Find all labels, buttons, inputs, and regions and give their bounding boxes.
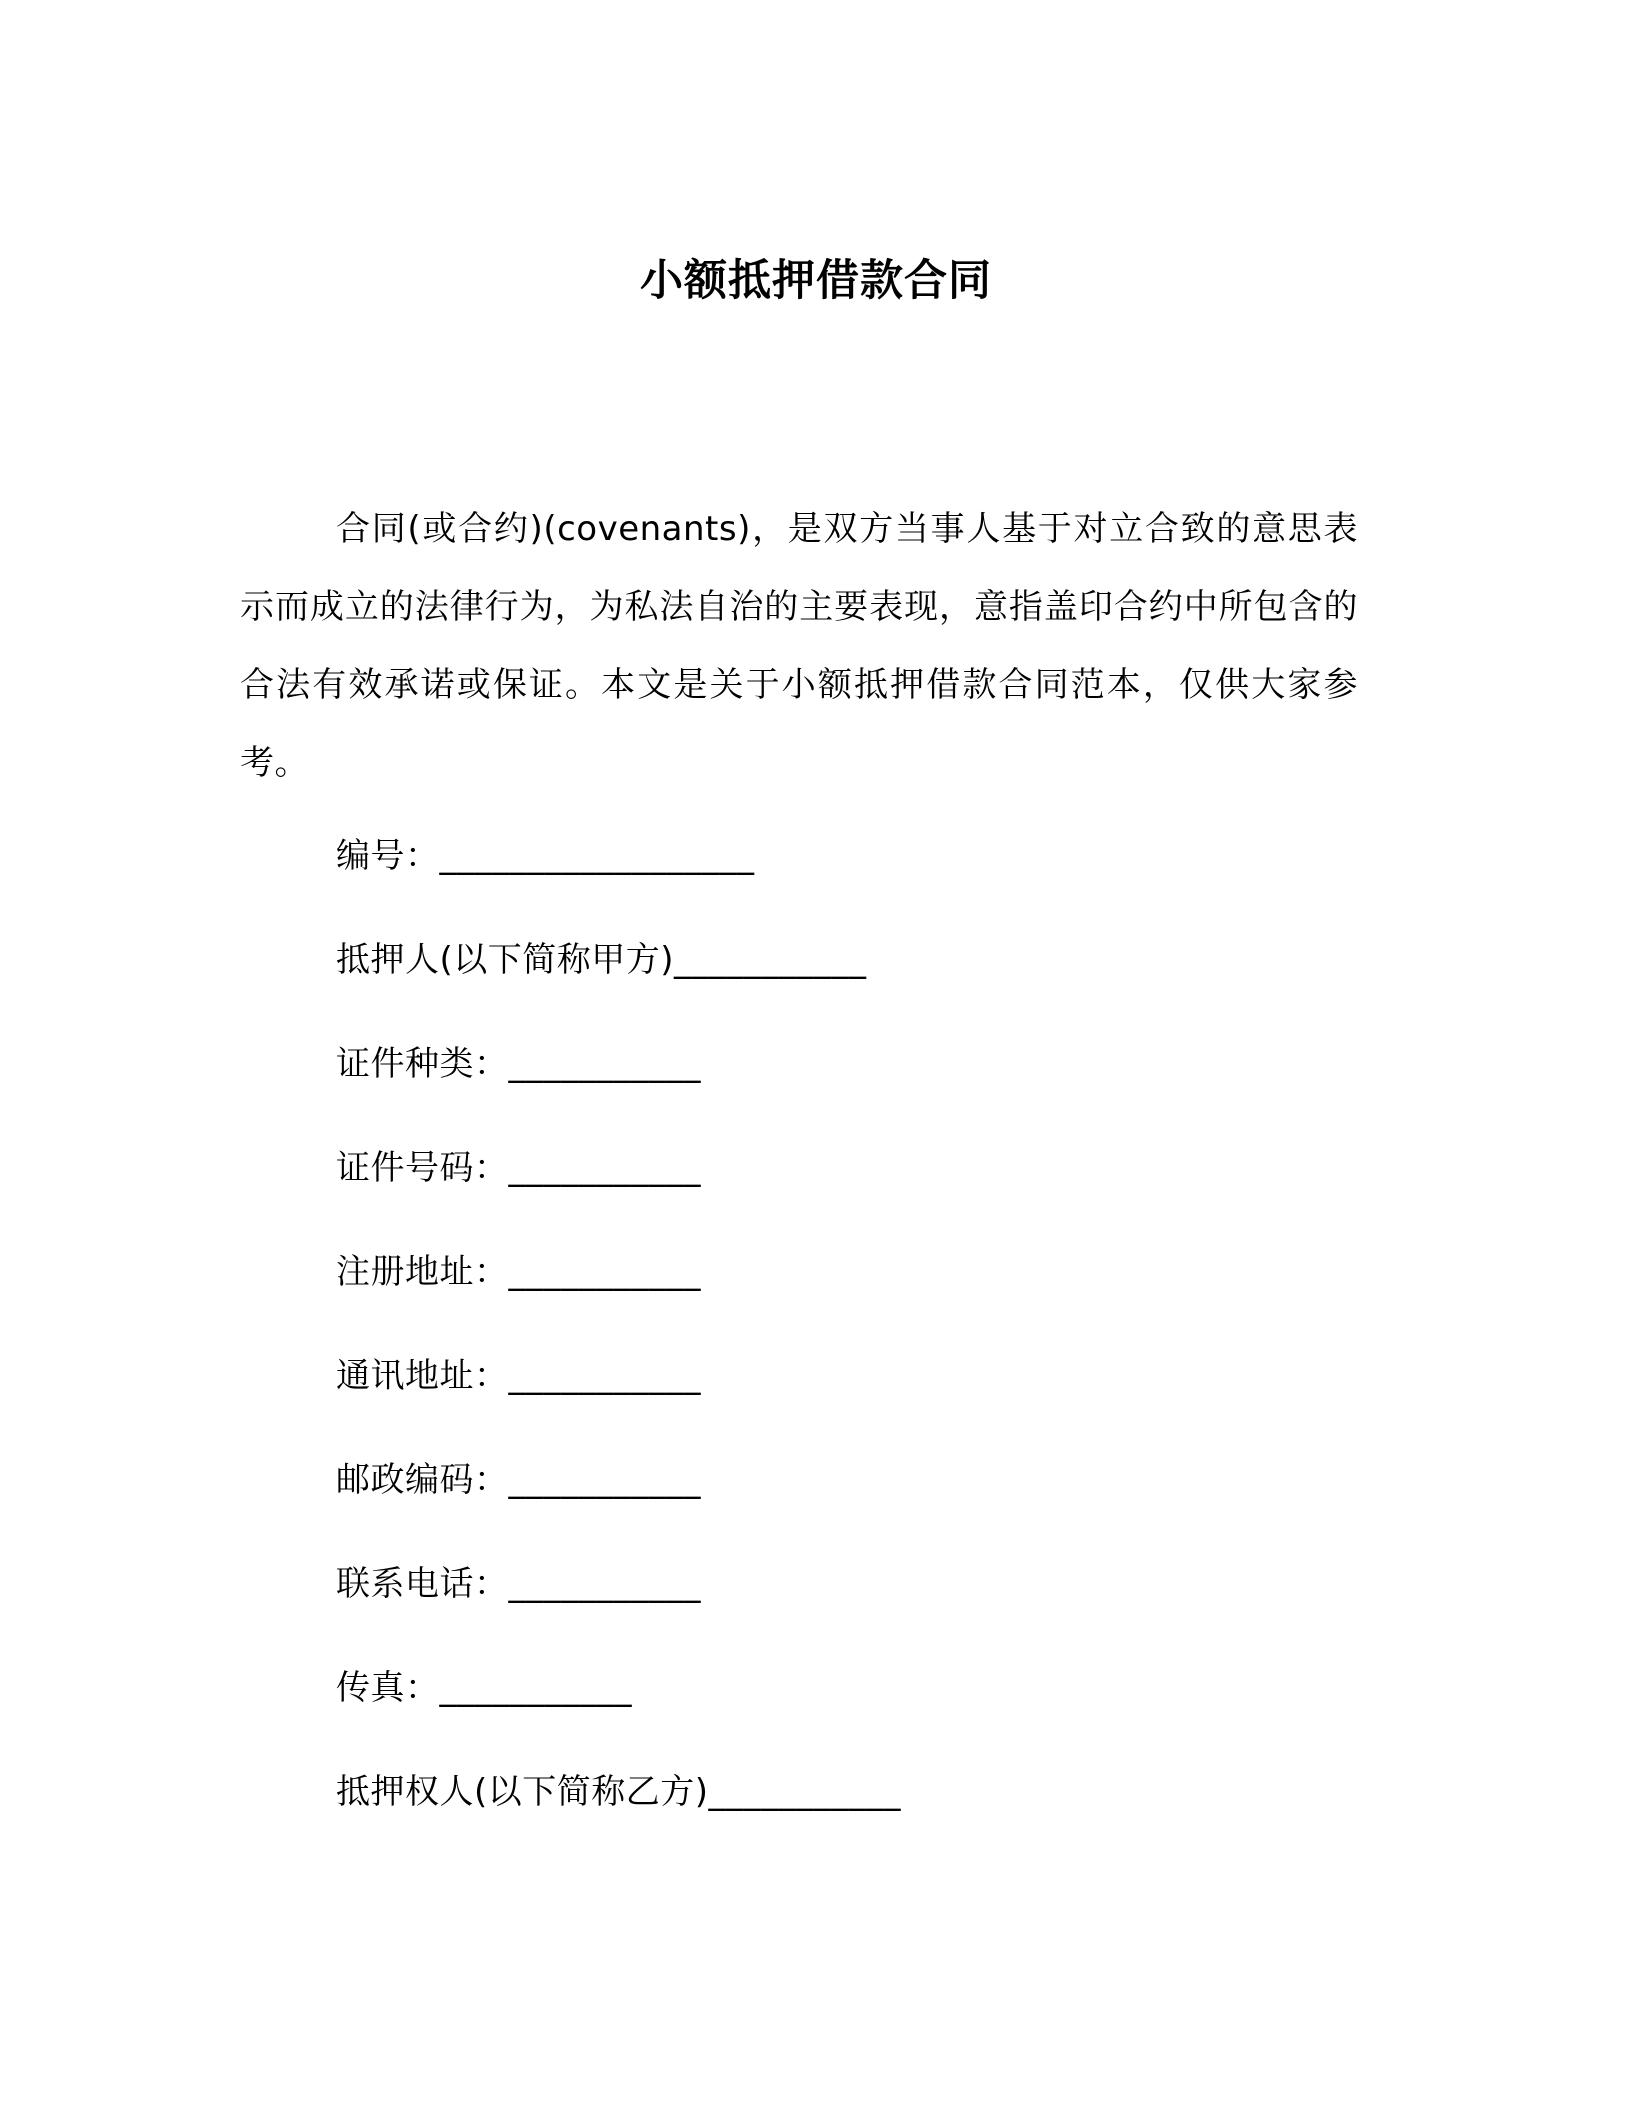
field-mortgagee: 抵押权人(以下简称乙方)___________ — [336, 1772, 902, 1812]
field-fax: 传真：___________ — [336, 1668, 632, 1708]
field-phone: 联系电话：___________ — [336, 1564, 701, 1604]
field-postal-code: 邮政编码：___________ — [336, 1460, 701, 1500]
field-mortgagor: 抵押人(以下简称甲方)___________ — [336, 940, 867, 980]
field-registered-address: 注册地址：___________ — [336, 1252, 701, 1292]
intro-paragraph: 合同(或合约)(covenants)，是双方当事人基于对立合致的意思表示而成立的法律行为，为私法自治的主要表现，意指盖印合约中所包含的合法有效承诺或保证。本文是关于小额抵押借款合同范本，仅供大家参考。 — [240, 509, 1358, 783]
field-id-number: 证件号码：___________ — [336, 1148, 701, 1188]
field-mailing-address: 通讯地址：___________ — [336, 1356, 701, 1396]
field-id-type: 证件种类：___________ — [336, 1044, 701, 1084]
document-title: 小额抵押借款合同 — [640, 255, 992, 306]
party-info-fields — [336, 826, 901, 1866]
field-contract-number: 编号：__________________ — [336, 836, 755, 876]
